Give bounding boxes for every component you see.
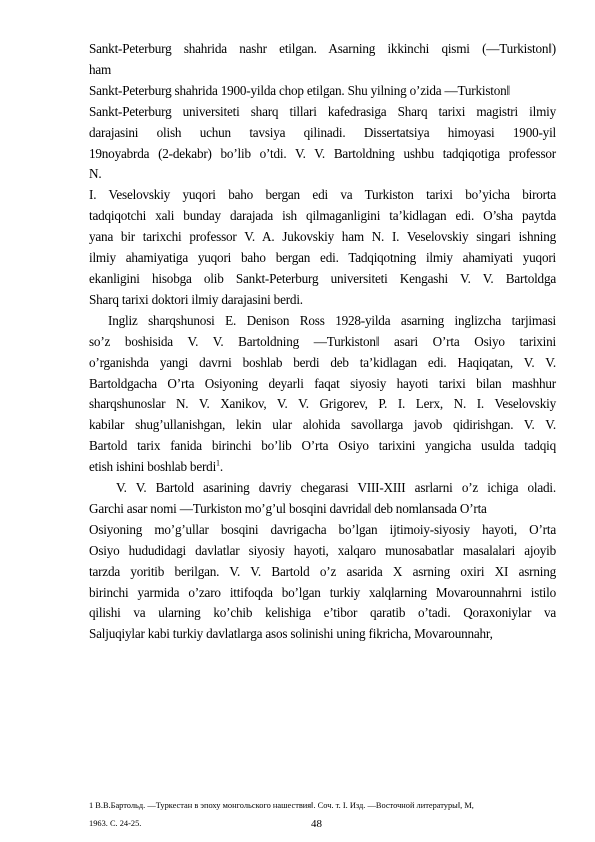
text-line: Sankt-Peterburg universiteti sharq tillari kafedrasiga Sharq tarixi magistri ilmiy: [89, 103, 556, 119]
text-line: N.: [89, 166, 102, 182]
text-line: o’rganishda yangi davrni boshlab berdi deb ta’kidlagan edi. Haqiqatan, V. V.: [89, 354, 556, 370]
text-line: V. V. Bartold asarining davriy chegarasi VIII-XIII asrlarni o’z ichiga oladi.: [116, 480, 556, 496]
text-line: Osiyoning mo’g’ullar bosqini davrigacha bo’lgan ijtimoiy-siyosiy hayoti, O’rta: [89, 521, 556, 537]
text-segment: etish ishini boshlab berdi: [89, 459, 217, 475]
text-segment: .: [219, 459, 223, 475]
footnote: [89, 797, 559, 833]
text-line: Sharq tarixi doktori ilmiy darajasini berdi.: [89, 291, 303, 307]
text-line: ilmiy ahamiyatiga yuqori baho bergan edi. Tadqiqotning ilmiy ahamiyati yuqori: [89, 250, 556, 266]
text-line: so’z boshisida V. V. Bartoldning ―Turkiston‖ asari O’rta Osiyo tarixini: [89, 333, 556, 349]
text-line: Ingliz sharqshunosi E. Denison Ross 1928-yilda asarning inglizcha tarjimasi: [108, 312, 556, 328]
text-line: Sankt-Peterburg shahrida 1900-yilda chop etilgan. Shu yilning o’zida ―Turkiston‖: [89, 82, 511, 98]
text-line: Saljuqiylar kabi turkiy davlatlarga asos solinishi uning fikricha, Movarounnahr,: [89, 626, 493, 642]
text-line: Garchi asar nomi ―Turkiston mo’g’ul bosqini davrida‖ deb nomlansada O’rta: [89, 500, 487, 516]
text-line: yana bir tarixchi professor V. A. Jukovskiy ham N. I. Veselovskiy singari ishning: [89, 229, 556, 245]
footnote-reference: 1: [216, 458, 220, 468]
text-line: birinchi yarmida o’zaro ittifoqda bo’lgan turkiy xalqlarning Movarounnahrni istilo: [89, 584, 556, 600]
text-line: sharqshunoslar N. V. Xanikov, V. V. Grigorev, P. I. Lerx, N. I. Veselovskiy: [89, 396, 556, 412]
text-line: kabilar shug’ullanishgan, lekin ular alohida savollarga javob qidirishgan. V. V.: [89, 417, 556, 433]
text-line: ham: [89, 61, 112, 77]
text-line: darajasini olish uchun tavsiya qilinadi. Dissertatsiya himoyasi 1900-yil: [89, 124, 556, 140]
text-line: Bartold tarix fanida birinchi bo’lib O’rta Osiyo tarixini yangicha usulda tadqiq: [89, 438, 556, 454]
text-line: Sankt-Peterburg shahrida nashr etilgan. Asarning ikkinchi qismi (―Turkiston‖): [89, 41, 556, 56]
text-line: I. Veselovskiy yuqori baho bergan edi va Turkiston tarixi bo’yicha birorta: [89, 187, 556, 203]
text-line: ekanligini hisobga olib Sankt-Peterburg universiteti Kengashi V. V. Bartoldga: [89, 270, 556, 286]
text-line: 19noyabrda (2-dekabr) bo’lib o’tdi. V. V. Bartoldning ushbu tadqiqotiga professor: [89, 145, 556, 161]
page-number: 48: [311, 818, 322, 830]
text-line: qilishi va ularning ko’chib kelishiga e’tibor qaratib o’tadi. Qoraxoniylar va: [89, 605, 556, 621]
text-line: Bartoldgacha O’rta Osiyoning deyarli faqat siyosiy hayoti tarixi bilan mashhur: [89, 375, 556, 391]
footnote-line: 1 В.В.Бартольд. ―Туркестан в эпоху монгольского нашествия‖. Соч. т. I. Изд. ―Восточной литературы‖, М,: [89, 801, 474, 810]
text-line: Osiyo hududidagi davlatlar siyosiy hayoti, xalqaro munosabatlar masalalari ajoyib: [89, 542, 556, 558]
footnote-line: 1963. С. 24-25.: [89, 819, 142, 828]
body-text: [89, 39, 556, 645]
text-line: tadqiqotchi xali bunday darajada ish qilmaganligini ta’kidlagan edi. O’sha paytda: [89, 208, 556, 224]
text-line: [89, 457, 556, 478]
text-line: tarzda yoritib berilgan. V. V. Bartold o’z asarida X asrning oxiri XI asrning: [89, 563, 556, 579]
